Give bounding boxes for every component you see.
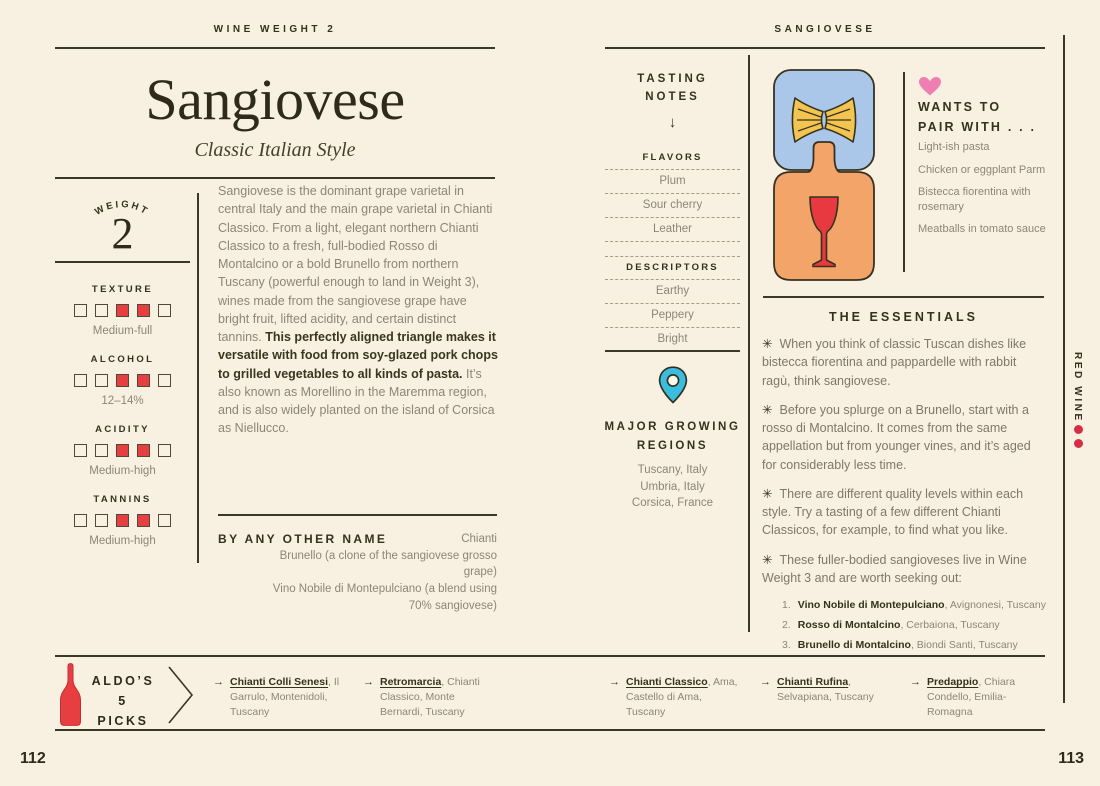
stat-label: ALCOHOL <box>90 354 155 365</box>
right-page-kicker: SANGIOVESE <box>774 24 876 35</box>
right-arrow-icon: → <box>760 676 771 688</box>
ranked-wine <box>762 598 1047 612</box>
down-arrow-icon: ↓ <box>668 113 677 131</box>
square-icon <box>95 304 108 317</box>
descriptor-item: Bright <box>605 327 740 351</box>
stat-squares <box>55 374 190 387</box>
stat-squares <box>55 304 190 317</box>
page-number-left: 112 <box>20 750 46 767</box>
pick-detail: , Chianti Classico, Monte Bernardi, Tuscany <box>380 676 480 719</box>
descriptor-item: Peppery <box>605 303 740 327</box>
weight-value: 2 <box>111 209 134 258</box>
picks-title-line2: 5 <box>118 694 128 708</box>
right-arrow-icon: → <box>363 676 374 688</box>
flavor-item: Plum <box>605 169 740 193</box>
asterisk-icon: ✳ <box>762 486 773 501</box>
pick-item <box>213 675 349 721</box>
picks-title-line3: PICKS <box>97 714 149 728</box>
pick-detail: , Ama, Castello di Ama, Tuscany <box>626 676 738 719</box>
descriptor-item: Earthy <box>605 279 740 303</box>
tasting-notes-title-line1: TASTING <box>637 73 708 85</box>
divider <box>218 514 497 516</box>
alias-name: Brunello (a clone of the sangiovese grosso grape) <box>279 549 497 579</box>
stat-acidity <box>55 424 190 477</box>
red-wine-tab-label: RED WINE <box>1072 352 1083 423</box>
wine-detail: , Avignonesi, Tuscany <box>944 599 1046 611</box>
square-icon <box>116 304 129 317</box>
essentials-bullet <box>762 485 1047 540</box>
square-icon <box>116 514 129 527</box>
page-title: Sangiovese <box>145 67 405 132</box>
asterisk-icon: ✳ <box>762 337 773 351</box>
square-icon <box>158 444 171 457</box>
pairing-title-line1: WANTS TO <box>918 100 1002 114</box>
essentials-bullet <box>762 551 1047 588</box>
stat-label: TEXTURE <box>91 284 154 295</box>
square-icon <box>137 374 150 387</box>
right-arrow-icon: → <box>910 676 921 688</box>
square-icon <box>74 514 87 527</box>
right-arrow-icon: → <box>609 676 620 688</box>
pick-item <box>363 675 489 721</box>
wine-name: Brunello di Montalcino <box>797 639 911 652</box>
tab-dots <box>1072 420 1084 448</box>
by-any-other-name-list <box>250 531 497 614</box>
growing-regions-label-line1: MAJOR GROWING <box>604 421 741 433</box>
square-icon <box>95 374 108 387</box>
ranked-wine <box>762 618 1047 632</box>
square-icon <box>137 444 150 457</box>
red-dot-icon <box>1074 425 1083 434</box>
pairing-title-line2: PAIR WITH . . . <box>918 120 1037 134</box>
region-item: Tuscany, Italy <box>637 464 708 476</box>
pick-detail: , Il Garrulo, Montenidoli, Tuscany <box>230 676 340 719</box>
divider <box>1063 35 1065 703</box>
tasting-notes-title <box>605 70 740 107</box>
divider <box>903 72 905 272</box>
pairing-item: Chicken or eggplant Parm <box>918 163 1046 176</box>
divider <box>197 193 199 563</box>
stat-value: Medium-high <box>89 465 156 477</box>
divider <box>763 296 1044 298</box>
divider <box>605 350 740 352</box>
intro-part1: Sangiovese is the dominant grape varietal in central Italy and the main grape varietal in Chianti Classico. From a light, elegant northern Chianti Classico to a fresh, full-bodied Rosso di Montalcino or a bold Brunello from northern Tuscany (powerful enough to land in Weight 3), wines made from the sangiovese grape have bright fruit, lifted acidity, and certain distinct tannins. <box>218 184 493 344</box>
square-icon <box>158 304 171 317</box>
stat-value: 12–14% <box>101 395 144 407</box>
rank-number: 3. <box>782 639 791 652</box>
weight-arc-label: WEIGHT <box>93 198 152 218</box>
essentials-bullet <box>762 401 1047 474</box>
square-icon <box>137 514 150 527</box>
wine-name: Rosso di Montalcino <box>797 619 901 632</box>
page-number-right: 113 <box>1058 750 1084 767</box>
stat-squares <box>55 444 190 457</box>
square-icon <box>95 444 108 457</box>
divider <box>55 655 1045 657</box>
square-icon <box>116 444 129 457</box>
rank-number: 1. <box>782 599 791 611</box>
divider <box>748 55 750 632</box>
region-item: Umbria, Italy <box>640 480 705 493</box>
pick-name: Retromarcia <box>380 676 442 688</box>
intro-part2: It’s also known as Morellino in the Maremma region, and is also widely planted on the island of Corsica as Niellucco. <box>218 366 495 436</box>
stats-column <box>55 284 190 564</box>
asterisk-icon: ✳ <box>762 402 773 417</box>
intro-bold: This perfectly aligned triangle makes it versatile with food from soy-glazed pork chops to grilled vegetables to all kinds of pasta. <box>218 330 498 381</box>
essentials-bullet-text: These fuller-bodied sangioveses live in Wine Weight 3 and are worth seeking out: <box>762 552 1027 585</box>
picks-title <box>86 671 160 731</box>
rank-number: 2. <box>782 619 791 632</box>
square-icon <box>158 374 171 387</box>
pick-name: Chianti Classico <box>626 676 708 688</box>
pick-item <box>609 675 741 721</box>
stat-label: ACIDITY <box>95 424 150 435</box>
stat-value: Medium-full <box>92 325 153 337</box>
pick-item <box>910 675 1046 721</box>
pairing-title <box>918 97 1068 137</box>
pick-name: Chianti Colli Senesi <box>230 676 329 688</box>
chevron-right-icon <box>168 666 194 729</box>
essentials-bullet-text: Before you splurge on a Brunello, start with a rosso di Montalcino. It comes from the same appellation but from younger vines, and it’s aged for considerably less time. <box>762 402 1031 472</box>
essentials-list <box>762 335 1047 659</box>
essentials-title: THE ESSENTIALS <box>829 310 978 324</box>
square-icon <box>74 444 87 457</box>
wine-detail: , Cerbaiona, Tuscany <box>900 619 1000 632</box>
intro-paragraph <box>218 182 501 438</box>
wine-detail: , Biondi Santi, Tuscany <box>910 639 1018 652</box>
stat-label: TANNINS <box>93 494 152 505</box>
flavor-item: Leather <box>605 217 740 241</box>
pick-item <box>760 675 884 705</box>
square-icon <box>158 514 171 527</box>
pairing-item: Meatballs in tomato sauce <box>918 223 1046 236</box>
pairing-item: Light-ish pasta <box>918 141 990 153</box>
stat-alcohol <box>55 354 190 407</box>
square-icon <box>74 304 87 317</box>
ranked-wine <box>762 638 1047 652</box>
red-dot-icon <box>1074 439 1083 448</box>
flavor-item: Sour cherry <box>605 193 740 217</box>
square-icon <box>116 374 129 387</box>
pairing-item: Bistecca fiorentina with rosemary <box>918 186 1031 213</box>
stat-squares <box>55 514 190 527</box>
divider <box>55 729 1045 731</box>
divider <box>55 261 190 263</box>
wine-name: Vino Nobile di Montepulciano <box>797 599 945 611</box>
alias-name: Chianti <box>461 533 497 545</box>
by-any-other-name-label: BY ANY OTHER NAME <box>218 532 388 546</box>
essentials-bullet-text: When you think of classic Tuscan dishes like bistecca fiorentina and pappardelle with rabbit ragù, think sangiovese. <box>762 337 1027 388</box>
page-subtitle: Classic Italian Style <box>194 139 356 161</box>
essentials-bullet-text: There are different quality levels within each style. Try a tasting of a few different Chianti Classicos, for example, to find what you like. <box>762 486 1024 538</box>
stat-tannins <box>55 494 190 547</box>
asterisk-icon: ✳ <box>762 552 773 567</box>
divider <box>605 47 1045 49</box>
pick-detail: , Chiara Condello, Emilia-Romagna <box>927 676 1016 719</box>
growing-regions-list <box>590 462 755 512</box>
left-page-kicker: WINE WEIGHT 2 <box>213 24 337 35</box>
map-pin-icon <box>658 366 688 409</box>
growing-regions-label-line2: REGIONS <box>636 439 709 452</box>
pick-detail: , Selvapiana, Tuscany <box>777 676 874 704</box>
square-icon <box>74 374 87 387</box>
stat-value: Medium-high <box>89 535 156 547</box>
pairing-illustration <box>772 68 876 287</box>
alias-name: Vino Nobile di Montepulciano (a blend using 70% sangiovese) <box>272 583 497 612</box>
square-icon <box>137 304 150 317</box>
tasting-notes-title-line2: NOTES <box>645 91 700 104</box>
pairing-list <box>918 140 1056 245</box>
pick-name: Chianti Rufina <box>777 676 849 688</box>
stat-texture <box>55 284 190 337</box>
tasting-notes-column <box>605 70 740 352</box>
flavors-label: FLAVORS <box>642 151 703 163</box>
descriptors-label: DESCRIPTORS <box>626 261 719 273</box>
right-arrow-icon: → <box>213 676 224 688</box>
square-icon <box>95 514 108 527</box>
divider <box>55 47 495 49</box>
divider <box>55 177 495 179</box>
wine-bottle-icon <box>59 663 82 731</box>
region-item: Corsica, France <box>631 497 714 510</box>
essentials-bullet <box>762 335 1047 390</box>
growing-regions-label <box>590 418 755 456</box>
picks-title-line1: ALDO’S <box>91 674 155 688</box>
pick-name: Predappio <box>927 676 979 688</box>
